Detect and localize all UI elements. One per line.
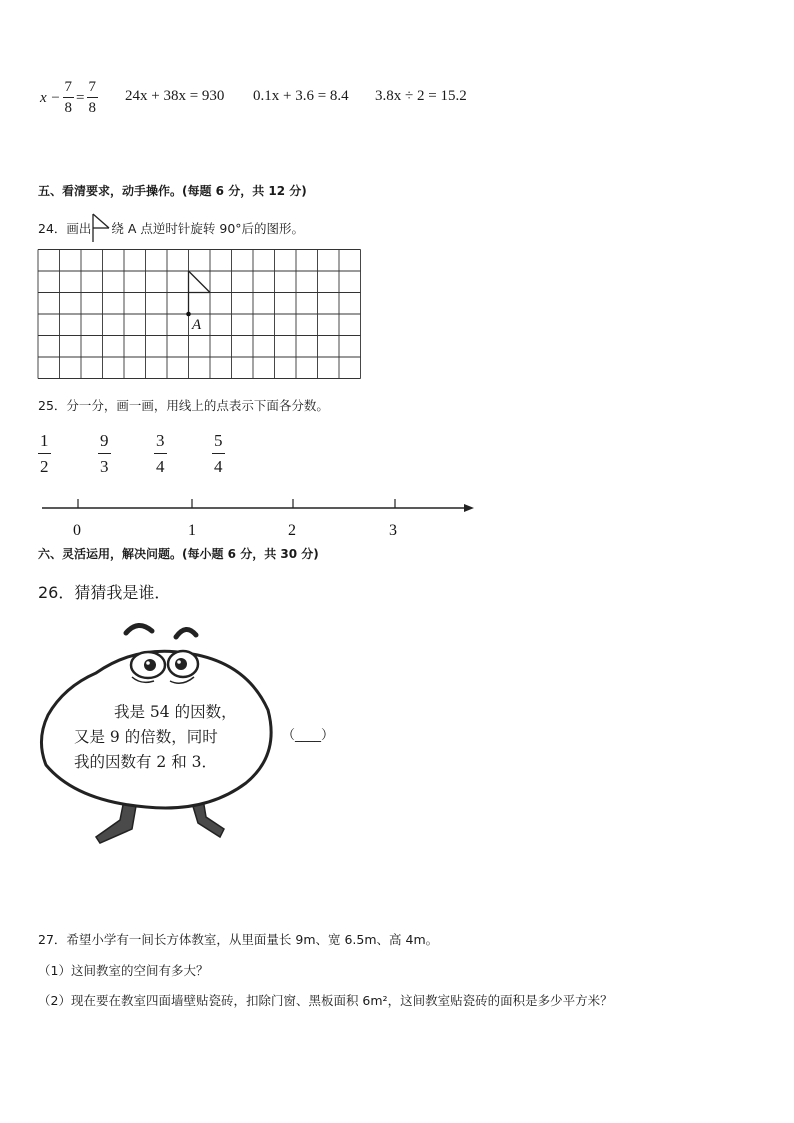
equation-1: x − $\frac{7}{8}$ = $\frac{7}{8}$ [40,79,96,116]
right-eyebrow [176,629,196,637]
speech-line-3: 我的因数有 2 和 3． [74,753,218,771]
question-27-part-1: （1）这间教室的空间有多大？ [38,963,209,978]
question-24-suffix: 绕 A 点逆时针旋转 90°后的图形。 [111,221,305,236]
point-a-label: A [192,317,202,333]
equation-3: 0.1x + 3.6 = 8.4 [253,88,349,104]
fraction-5-4: $\frac{5}{4}$ [214,431,223,476]
equation-1-fraction-b: $\frac{7}{8}$ [88,79,96,116]
flag-shape-icon [91,213,111,243]
speech-line-1: 我是 54 的因数， [114,703,237,721]
equation-4: 3.8x ÷ 2 = 15.2 [375,88,467,104]
equation-1-lhs: x − [40,89,61,106]
question-25: 25．分一分，画一画，用线上的点表示下面各分数。 [38,398,329,413]
rotation-grid [37,249,362,381]
question-27: 27．希望小学有一间长方体教室，从里面量长 9m、宽 6.5m、高 4m。 [38,932,439,947]
tick-label-2: 2 [288,522,296,539]
tick-label-0: 0 [73,522,81,539]
equation-1-fraction-a: $\frac{7}{8}$ [64,79,73,116]
tick-label-1: 1 [188,522,196,539]
question-24-prefix: 24．画出 [38,221,92,236]
left-pupil [144,659,156,671]
fraction-3-4: $\frac{3}{4}$ [156,431,165,476]
point-a-dot [186,312,191,317]
fraction-list [0,431,300,476]
tick-label-3: 3 [389,522,397,539]
section-5-title: 五、看清要求，动手操作。(每题 6 分，共 12 分) [38,184,307,198]
shape-diagonal-segment [189,271,211,293]
number-line-arrow-icon [464,504,474,512]
question-24 [38,213,304,243]
fraction-1-2: $\frac{1}{2}$ [40,431,49,476]
section-6-title: 六、灵活运用，解决问题。(每小题 6 分，共 30 分) [38,547,319,561]
right-pupil [175,658,187,670]
grid-lines [38,250,361,379]
equation-2: 24x + 38x = 930 [125,88,225,104]
question-26-title: 26．猜猜我是谁． [38,583,171,602]
speech-line-2: 又是 9 的倍数，同时 [74,728,218,746]
answer-blank[interactable]: （____） [282,728,335,743]
fraction-9-3: $\frac{9}{3}$ [100,431,109,476]
left-eyebrow [126,625,152,633]
speech-text [74,700,237,775]
question-27-part-2: （2）现在要在教室四面墙壁贴瓷砖，扣除门窗、黑板面积 6m²，这间教室贴瓷砖的面积是多少平方米？ [38,993,613,1008]
number-line [36,493,481,543]
